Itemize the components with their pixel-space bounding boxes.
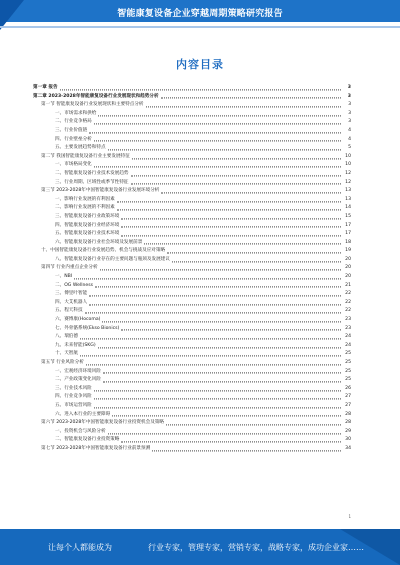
footer-bar xyxy=(0,529,400,565)
toc-leader-dots xyxy=(85,313,341,314)
toc-entry[interactable] xyxy=(33,196,351,205)
toc-entry-text: 四、智能康复设备行业经济环境 xyxy=(55,222,120,228)
toc-entry-page: 27 xyxy=(345,402,351,408)
toc-entry-page: 25 xyxy=(345,377,351,383)
toc-leader-dots xyxy=(89,295,341,296)
toc-entry-text: 第五节 行业风险分析 xyxy=(41,360,84,365)
toc-entry[interactable] xyxy=(33,222,351,231)
toc-entry[interactable] xyxy=(33,239,351,248)
toc-entry-text: 一、影响行业发展的有利因素 xyxy=(55,196,115,202)
toc-leader-dots xyxy=(131,175,341,176)
toc-entry[interactable] xyxy=(33,325,351,334)
toc-entry-page: 4 xyxy=(348,136,351,142)
toc-leader-dots xyxy=(172,261,341,262)
toc-entry[interactable] xyxy=(33,316,351,325)
toc-entry[interactable] xyxy=(33,402,351,411)
toc-entry-page: 12 xyxy=(345,170,351,176)
toc-leader-dots xyxy=(117,210,341,211)
toc-entry-text: 第三节 2023-2028年中国智能康复设备行业发展环境分析 xyxy=(41,188,160,194)
toc-entry-text: 第一节 智能康复设备行业发展现状和主要特点分析 xyxy=(41,102,144,108)
toc-leader-dots xyxy=(108,433,341,434)
toc-entry-text: 五、市场运营风险 xyxy=(55,402,92,408)
toc-entry[interactable] xyxy=(33,290,351,299)
toc-entry-text: 第七节 2023-2028年中国智能康复设备行业前景预测 xyxy=(41,445,151,451)
toc-leader-dots xyxy=(98,115,341,116)
toc-entry-page: 25 xyxy=(345,368,351,374)
toc-entry-page: 25 xyxy=(345,360,351,365)
toc-entry[interactable] xyxy=(33,213,351,222)
toc-entry-text: 三、行业价值链 xyxy=(55,127,88,133)
toc-entry[interactable] xyxy=(33,204,351,213)
toc-entry-page: 22 xyxy=(345,299,351,305)
toc-leader-dots xyxy=(94,407,341,408)
toc-entry[interactable] xyxy=(33,376,351,385)
toc-entry-page: 3 xyxy=(347,93,351,99)
toc-leader-dots xyxy=(121,442,341,443)
toc-entry-text: 一、投资机会与风险分析 xyxy=(55,428,106,434)
toc-entry-text: 二、产业政策变化风险 xyxy=(55,377,101,383)
toc-entry[interactable] xyxy=(33,187,351,196)
table-of-contents xyxy=(33,84,351,454)
toc-entry-page: 24 xyxy=(345,342,351,348)
toc-entry-text: 二、智能康复设备行业技术发展趋势 xyxy=(55,170,129,176)
toc-entry-text: 六、智能康复设备行业社会环境及发展前景 xyxy=(55,239,143,245)
toc-entry-page: 10 xyxy=(345,153,351,159)
toc-entry-page: 22 xyxy=(345,308,351,314)
toc-entry-text: 二、OG Wellness xyxy=(55,282,93,288)
toc-entry-text: 三、傅里叶智能 xyxy=(55,291,88,297)
toc-entry-page: 30 xyxy=(345,437,351,443)
toc-entry-page: 28 xyxy=(345,420,351,426)
toc-leader-dots xyxy=(146,106,341,107)
toc-entry[interactable] xyxy=(33,428,351,437)
toc-entry-page: 19 xyxy=(345,248,351,254)
toc-entry[interactable] xyxy=(33,264,351,273)
toc-title: 内容目录 xyxy=(176,58,224,71)
toc-entry-text: 一、NBI xyxy=(55,274,73,280)
toc-entry[interactable] xyxy=(33,419,351,428)
toc-leader-dots xyxy=(80,356,341,357)
toc-entry-page: 20 xyxy=(345,256,351,262)
toc-entry-page: 5 xyxy=(348,145,351,151)
header-rule xyxy=(0,26,400,28)
toc-entry-page: 24 xyxy=(345,334,351,340)
toc-entry-text: 第六节 2023-2028年中国智能康复设备行业投资机会及策略 xyxy=(41,420,164,426)
toc-entry-page: 27 xyxy=(345,394,351,400)
toc-entry[interactable] xyxy=(33,136,351,145)
toc-entry-page: 26 xyxy=(345,385,351,391)
toc-leader-dots xyxy=(98,347,341,348)
toc-entry[interactable] xyxy=(33,333,351,342)
toc-leader-dots xyxy=(152,450,341,451)
toc-entry-page: 13 xyxy=(345,188,351,194)
toc-leader-dots xyxy=(121,218,341,219)
toc-leader-dots xyxy=(102,321,341,322)
toc-entry-text: 第二章 2023-2028年智能康复设备行业发展现状和趋势分析 xyxy=(33,93,159,99)
toc-leader-dots xyxy=(112,416,341,417)
toc-entry-text: 第一章 报告 xyxy=(33,85,58,90)
toc-leader-dots xyxy=(108,149,341,150)
toc-leader-dots xyxy=(121,330,341,331)
toc-entry[interactable] xyxy=(33,84,351,93)
toc-entry[interactable] xyxy=(33,436,351,445)
toc-leader-dots xyxy=(161,192,341,193)
page-number: 1 xyxy=(348,514,351,519)
toc-leader-dots xyxy=(103,373,341,374)
toc-entry-text: 三、行业周期、区域性或季节性特征 xyxy=(55,179,129,185)
toc-entry[interactable] xyxy=(33,118,351,127)
toc-leader-dots xyxy=(144,244,341,245)
toc-leader-dots xyxy=(121,227,341,228)
toc-entry-page: 20 xyxy=(345,265,351,271)
toc-leader-dots xyxy=(86,364,341,365)
toc-entry[interactable] xyxy=(33,350,351,359)
toc-leader-dots xyxy=(80,338,341,339)
toc-entry-page: 18 xyxy=(345,239,351,245)
toc-entry[interactable] xyxy=(33,385,351,394)
toc-entry-page: 3 xyxy=(348,119,351,125)
toc-entry-page: 21 xyxy=(345,282,351,288)
toc-entry-text: 一、市场格局变化 xyxy=(55,162,92,168)
toc-entry[interactable] xyxy=(33,101,351,110)
toc-entry[interactable] xyxy=(33,93,351,102)
toc-entry-page: 14 xyxy=(345,205,351,211)
toc-entry-text: 十、中国智能康复设备行业发展趋势、机会与挑战及应对策略 xyxy=(41,248,166,254)
toc-entry[interactable] xyxy=(33,127,351,136)
toc-entry[interactable] xyxy=(33,170,351,179)
toc-entry[interactable] xyxy=(33,342,351,351)
toc-entry-page: 23 xyxy=(345,317,351,323)
toc-leader-dots xyxy=(94,167,341,168)
toc-entry-text: 六、赛博康(Hocoma) xyxy=(55,317,101,323)
footer-slogan-right: 行业专家，管理专家，营销专家，战略专家，成功企业家…… xyxy=(148,543,364,552)
toc-leader-dots xyxy=(131,184,341,185)
toc-leader-dots xyxy=(161,98,341,99)
toc-leader-dots xyxy=(94,124,341,125)
toc-entry-text: 四、大艾机器人 xyxy=(55,299,88,305)
toc-leader-dots xyxy=(132,158,341,159)
toc-entry-text: 五、智能康复设备行业技术环境 xyxy=(55,231,120,237)
toc-entry-text: 五、程天科技 xyxy=(55,308,83,314)
toc-leader-dots xyxy=(74,278,341,279)
toc-entry-text: 二、行业竞争格局 xyxy=(55,119,92,125)
toc-entry-text: 十、天智航 xyxy=(55,351,78,357)
toc-entry-text: 九、未来智能(SKG) xyxy=(55,342,96,348)
toc-entry-page: 15 xyxy=(345,213,351,219)
toc-entry-page: 29 xyxy=(345,428,351,434)
toc-entry-page: 17 xyxy=(345,231,351,237)
toc-entry[interactable] xyxy=(33,411,351,420)
toc-entry-page: 34 xyxy=(345,445,351,451)
toc-entry-text: 七、外骨骼系统(Ekso Bionics) xyxy=(55,325,120,331)
toc-leader-dots xyxy=(117,201,341,202)
toc-leader-dots xyxy=(94,390,341,391)
toc-entry[interactable] xyxy=(33,299,351,308)
toc-entry-page: 4 xyxy=(348,127,351,133)
toc-entry-page: 23 xyxy=(345,325,351,331)
toc-entry[interactable] xyxy=(33,393,351,402)
toc-leader-dots xyxy=(121,235,341,236)
toc-entry[interactable] xyxy=(33,273,351,282)
toc-leader-dots xyxy=(100,270,341,271)
toc-leader-dots xyxy=(103,381,341,382)
toc-entry-text: 五、主要发展趋势和特点 xyxy=(55,145,106,151)
toc-entry-text: 一、宏观经济环境风险 xyxy=(55,368,101,374)
toc-entry-page: 17 xyxy=(345,222,351,228)
toc-entry-page: 28 xyxy=(345,411,351,417)
toc-entry[interactable] xyxy=(33,110,351,119)
toc-entry[interactable] xyxy=(33,161,351,170)
report-title: 智能康复设备企业穿越周期策略研究报告 xyxy=(117,9,283,19)
toc-leader-dots xyxy=(60,89,341,90)
toc-entry-text: 八、智能康复设备行业存在的主要问题与瓶颈及发展建议 xyxy=(55,256,170,262)
toc-leader-dots xyxy=(95,287,341,288)
toc-entry-text: 二、影响行业发展的不利因素 xyxy=(55,205,115,211)
toc-leader-dots xyxy=(89,132,341,133)
toc-entry-page: 3 xyxy=(347,85,351,90)
toc-entry-text: 第二节 我国智能康复设备行业主要发展特征 xyxy=(41,153,130,159)
toc-leader-dots xyxy=(166,424,341,425)
toc-entry-page: 25 xyxy=(345,351,351,357)
toc-entry[interactable] xyxy=(33,256,351,265)
toc-entry-page: 13 xyxy=(345,196,351,202)
toc-entry-page: 3 xyxy=(348,110,351,116)
toc-entry-page: 22 xyxy=(345,291,351,297)
toc-entry-page: 10 xyxy=(345,162,351,168)
toc-entry-text: 八、瑞伯德 xyxy=(55,334,78,340)
toc-entry-text: 三、智能康复设备行业政策环境 xyxy=(55,213,120,219)
toc-entry[interactable] xyxy=(33,179,351,188)
toc-entry-text: 二、智能康复设备行业投资策略 xyxy=(55,437,120,443)
toc-entry[interactable] xyxy=(33,282,351,291)
toc-entry[interactable] xyxy=(33,359,351,368)
toc-entry-page: 12 xyxy=(345,179,351,185)
toc-entry[interactable] xyxy=(33,368,351,377)
toc-leader-dots xyxy=(94,141,341,142)
toc-leader-dots xyxy=(94,399,341,400)
toc-entry-page: 3 xyxy=(348,102,351,108)
toc-entry[interactable] xyxy=(33,247,351,256)
toc-entry[interactable] xyxy=(33,445,351,454)
toc-entry-text: 六、进入本行业的主要障碍 xyxy=(55,411,111,417)
toc-entry-text: 四、行业竞争风险 xyxy=(55,394,92,400)
toc-entry-page: 20 xyxy=(345,274,351,280)
toc-entry[interactable] xyxy=(33,144,351,153)
toc-entry[interactable] xyxy=(33,230,351,239)
toc-entry-text: 第四节 行业内重点企业分析 xyxy=(41,265,98,271)
toc-leader-dots xyxy=(167,252,341,253)
toc-entry[interactable] xyxy=(33,153,351,162)
toc-entry[interactable] xyxy=(33,307,351,316)
toc-entry-text: 一、市场需求和供给 xyxy=(55,110,97,116)
toc-leader-dots xyxy=(89,304,341,305)
footer-slogan-left: 让每个人都能成为 xyxy=(48,543,112,552)
toc-entry-text: 三、行业技术风险 xyxy=(55,385,92,391)
toc-entry-text: 四、行业壁垒分析 xyxy=(55,136,92,142)
